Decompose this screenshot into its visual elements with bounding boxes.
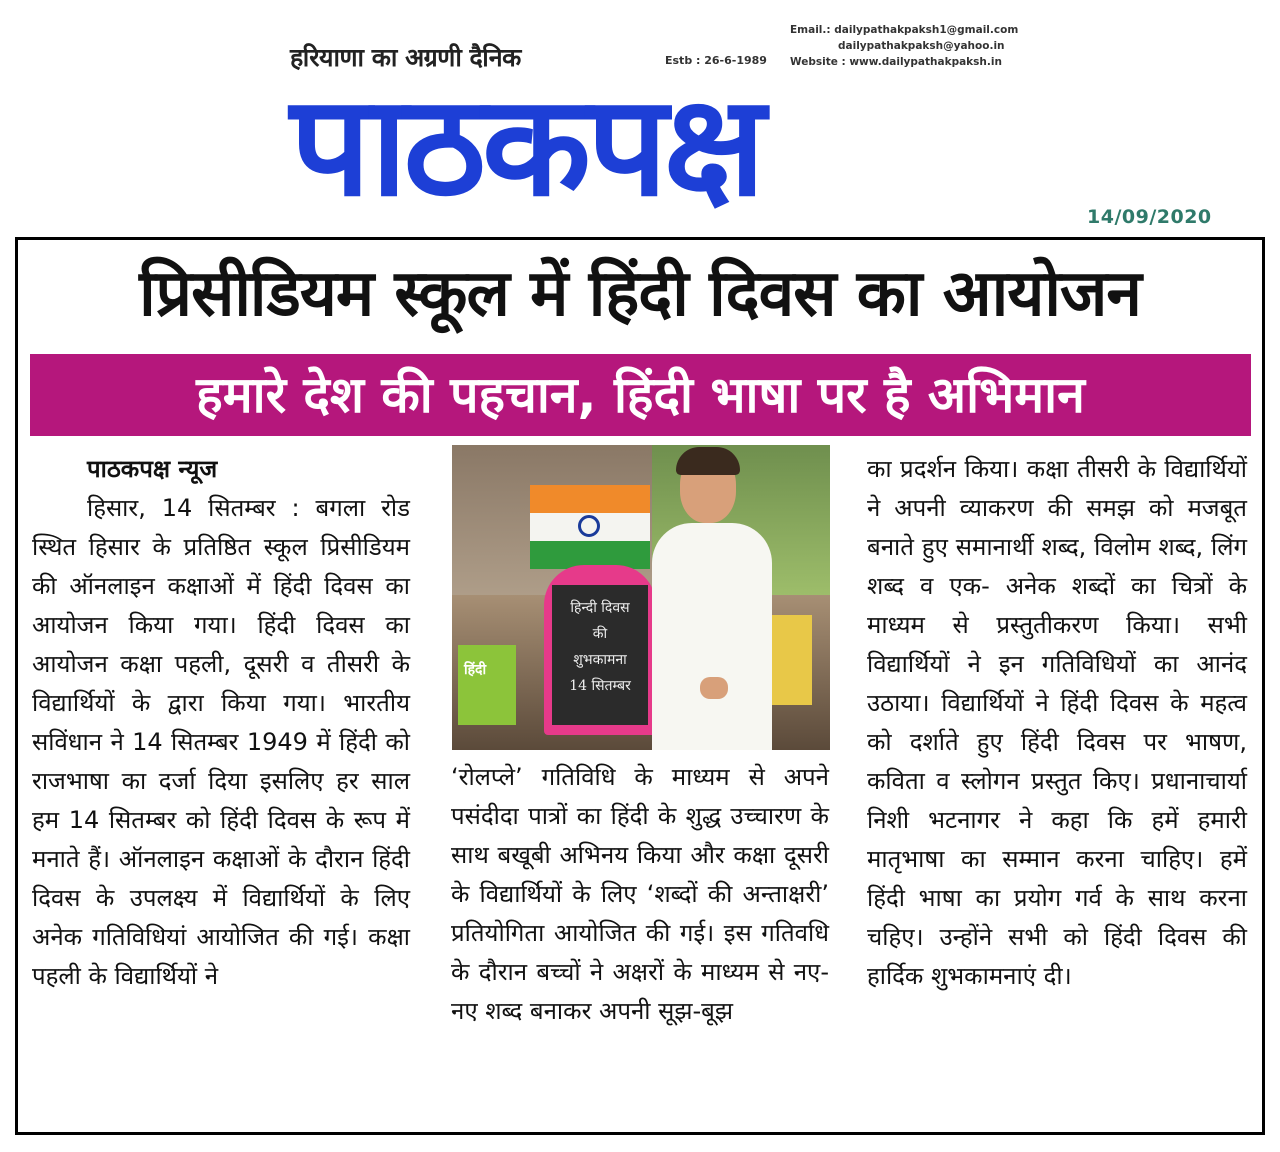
masthead-tagline: हरियाणा का अग्रणी दैनिक (290, 43, 521, 72)
masthead (0, 0, 1280, 235)
email-line: Email.: dailypathakpaksh1@gmail.com (790, 24, 1019, 36)
byline: पाठकपक्ष न्यूज (87, 455, 218, 483)
chalkboard-text: हिन्दी दिवस की शुभकामना 14 सितम्बर (569, 600, 631, 694)
article-column-3 (867, 450, 1247, 996)
article-photo (452, 445, 830, 750)
email-line-2: dailypathakpaksh@yahoo.in (838, 40, 1005, 52)
student-hands (700, 677, 728, 699)
column-3-text: का प्रदर्शन किया। कक्षा तीसरी के विद्यार्थियों ने अपनी व्याकरण की समझ को मजबूत बनाते हुए समानार्थी शब्द, विलोम शब्द, लिंग शब्द व एक- अनेक शब्दों का चित्रों के माध्यम से प्रस्तुतीकरण किया। सभी विद्यार्थियों ने इन गतिविधियों का आनंद उठाया। विद्यार्थियों ने हिंदी दिवस के महत्व को दर्शाते हुए हिंदी दिवस पर भाषण, कविता व स्लोगन प्रस्तुत किए। प्रधानाचार्या निशी भटनागर ने कहा कि हमें हमारी मातृभाषा का सम्मान करना चाहिए। हमें हिंदी भाषा का प्रयोग गर्व के साथ करना चहिए। उन्होंने सभी को हिंदी दिवस की हार्दिक शुभकामनाएं दी। (867, 455, 1247, 990)
contact-info (790, 22, 1018, 70)
article-column-1 (32, 450, 410, 996)
ashoka-chakra-icon (578, 515, 600, 537)
issue-date: 14/09/2020 (1087, 206, 1212, 228)
hindi-book (458, 645, 516, 725)
hindi-book-title: हिंदी (464, 662, 487, 678)
established-date: Estb : 26-6-1989 (665, 54, 767, 67)
column-1-text: हिसार, 14 सितम्बर : बगला रोड स्थित हिसार के प्रतिष्ठित स्कूल प्रिसीडियम की ऑनलाइन कक्षाओं में हिंदी दिवस का आयोजन किया गया। हिंदी दिवस का आयोजन कक्षा पहली, दूसरी व तीसरी के विद्यार्थियों के द्वारा किया गया। भारतीय सविंधान ने 14 सितम्बर 1949 में हिंदी को राजभाषा का दर्जा दिया इसलिए हर साल हम 14 सितम्बर को हिंदी दिवस के रूप में मनाते हैं। ऑनलाइन कक्षाओं के दौरान हिंदी दिवस के उपलक्ष्य में विद्यार्थियों के लिए अनेक गतिविधियां आयोजित की गई। कक्षा पहली के विद्यार्थियों ने (32, 494, 410, 990)
article-headline: प्रिसीडियम स्कूल में हिंदी दिवस का आयोजन (139, 257, 1141, 331)
column-2-text: ‘रोलप्ले’ गतिविधि के माध्यम से अपने पसंदीदा पात्रों का हिंदी के शुद्ध उच्चारण के साथ बखूबी अभिनय किया और कक्षा दूसरी के विद्यार्थियों के लिए ‘शब्दों की अन्ताक्षरी’ प्रतियोगिता आयोजित की गई। इस गतिवधि के दौरान बच्चों ने अक्षरों के माध्यम से नए-नए शब्द बनाकर अपनी सूझ-बूझ (451, 763, 829, 1025)
article-column-2 (451, 758, 829, 1031)
flag-saffron (530, 485, 650, 513)
article-subheadline: हमारे देश की पहचान, हिंदी भाषा पर है अभिमान (196, 366, 1085, 424)
newspaper-logo: पाठकपक्ष (290, 65, 762, 228)
website-line: Website : www.dailypathakpaksh.in (790, 56, 1002, 68)
student-body (652, 523, 772, 750)
student-hair (676, 447, 740, 475)
